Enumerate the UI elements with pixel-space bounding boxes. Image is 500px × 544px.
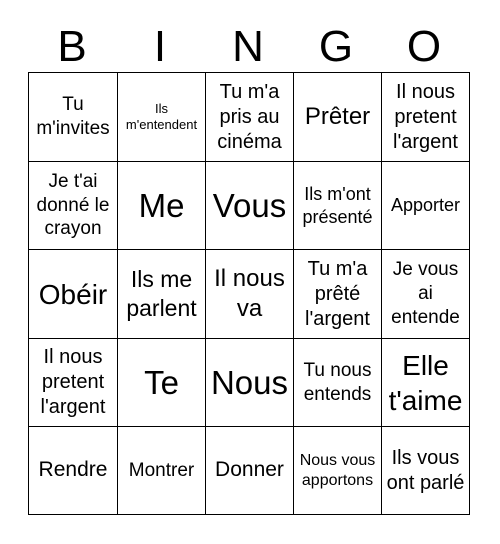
bingo-cell — [206, 427, 294, 515]
bingo-cell — [118, 73, 206, 162]
cell-text: Elle t'aime — [388, 349, 463, 416]
bingo-grid — [28, 72, 470, 515]
bingo-header — [28, 22, 470, 72]
bingo-cell — [206, 73, 294, 162]
cell-text: Vous — [212, 186, 287, 224]
cell-text: Ils vous ont parlé — [386, 446, 465, 494]
cell-text: Apporter — [390, 195, 461, 216]
bingo-cell — [206, 162, 294, 250]
bingo-cell — [118, 162, 206, 250]
bingo-cell — [294, 73, 382, 162]
bingo-cell — [382, 73, 470, 162]
bingo-cell — [382, 427, 470, 515]
header-letter-n: N — [232, 22, 264, 71]
bingo-cell — [206, 339, 294, 427]
bingo-cell — [29, 73, 118, 162]
bingo-cell — [294, 162, 382, 250]
bingo-cell — [206, 250, 294, 339]
cell-text: Je t'ai donné le crayon — [36, 170, 110, 240]
header-letter-g: G — [318, 22, 354, 71]
header-letter-i: I — [153, 22, 167, 71]
bingo-cell — [382, 162, 470, 250]
bingo-cell — [118, 250, 206, 339]
cell-text: Ils m'ont présenté — [302, 184, 373, 227]
cell-text: Obéir — [38, 278, 108, 310]
cell-text: Tu m'invites — [36, 94, 110, 139]
bingo-cell — [29, 427, 118, 515]
cell-text: Ils m'entendent — [125, 100, 198, 132]
bingo-cell — [118, 339, 206, 427]
cell-text: Je vous ai entende — [391, 259, 460, 328]
cell-text: Prêter — [304, 103, 371, 130]
bingo-cell — [294, 339, 382, 427]
header-letter-o: O — [406, 22, 442, 71]
bingo-cell — [382, 339, 470, 427]
cell-text: Nous — [210, 363, 289, 401]
bingo-cell — [382, 250, 470, 339]
cell-text: Tu m'a pris au cinéma — [217, 80, 282, 153]
cell-text: Nous vous apportons — [299, 451, 376, 489]
cell-text: Ils me parlent — [126, 266, 197, 321]
cell-text: Il nous pretent l'argent — [393, 80, 458, 153]
cell-text: Tu m'a prêté l'argent — [305, 257, 370, 330]
cell-text: Rendre — [38, 458, 108, 482]
bingo-cell — [29, 250, 118, 339]
cell-text: Montrer — [128, 459, 195, 481]
bingo-cell — [294, 250, 382, 339]
cell-text: Il nous va — [214, 265, 285, 322]
bingo-cell — [294, 427, 382, 515]
bingo-cell — [29, 339, 118, 427]
cell-text: Tu nous entends — [303, 359, 372, 405]
cell-text: Donner — [215, 458, 284, 482]
bingo-cell — [29, 162, 118, 250]
bingo-cell — [118, 427, 206, 515]
cell-text: Te — [144, 363, 179, 401]
cell-text: Il nous pretent l'argent — [40, 346, 106, 418]
cell-text: Me — [138, 186, 185, 224]
header-letter-b: B — [57, 22, 87, 71]
